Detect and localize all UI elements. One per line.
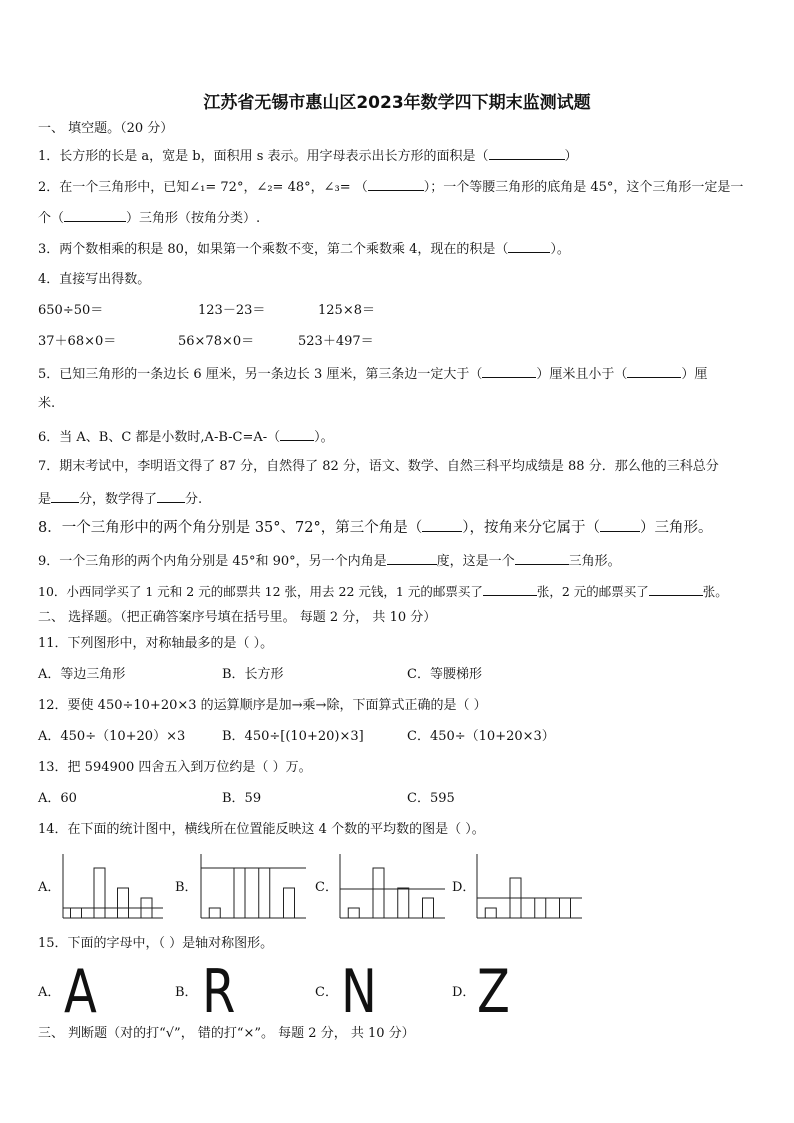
q10-text: 10．小西同学买了 1 元和 2 元的邮票共 12 张，用去 22 元钱，1 元的邮票买了 [38,584,483,599]
option-c[interactable]: C．等腰梯形 [407,667,482,682]
question-11: 11．下列图形中，对称轴最多的是（ ）。 [38,636,274,651]
q2-text-4: ）三角形（按角分类）. [126,211,261,226]
option-b[interactable]: B．59 [222,791,262,806]
q8-text: 8．一个三角形中的两个角分别是 35°、72°，第三个角是（ [38,520,423,536]
answer-blank[interactable] [64,209,126,222]
question-7-cont [38,490,202,508]
answer-blank[interactable] [483,583,537,596]
q6-text: 6．当 A、B、C 都是小数时,A-B-C=A-（ [38,430,281,445]
answer-blank[interactable] [649,583,703,596]
option-d-label[interactable]: D． [452,880,476,895]
option-b[interactable]: B．长方形 [222,667,284,682]
question-3 [38,240,570,258]
q8-text-3: ）三角形。 [639,520,713,536]
answer-blank[interactable] [157,490,185,503]
q6-close: ）。 [314,430,334,445]
q5-text-3: ）厘 [681,367,708,382]
q5-text-2: ）厘米且小于（ [536,367,628,382]
letter-n: N [341,957,377,1027]
q2-text-3: 个（ [38,211,65,226]
q7-text-2: 分，数学得了 [79,492,158,507]
option-c-label[interactable]: C． [315,985,338,1000]
q3-close: ）。 [550,242,570,257]
chart-bar [423,898,434,918]
q9-text-3: 三角形。 [568,554,621,569]
chart-bar [535,898,546,918]
q8-text-2: ），按角来分它属于（ [462,520,600,536]
chart-bar [209,908,220,918]
option-b-label[interactable]: B． [175,985,198,1000]
question-7: 7．期末考试中，李明语文得了 87 分，自然得了 82 分，语文、数学、自然三科平均成绩是 88 分．那么他的三科总分 [38,459,719,474]
option-a-label[interactable]: A． [38,880,61,895]
question-6 [38,428,334,446]
chart-bar [284,888,295,918]
answer-blank[interactable] [422,519,462,532]
chart-bar [373,868,384,918]
letter-r: R [202,957,236,1027]
question-4-title: 4．直接写出得数。 [38,272,151,287]
q10-text-3: 张。 [702,584,728,599]
option-b[interactable]: B．450÷[(10+20)×3] [222,729,364,744]
bar-chart-d [474,852,584,920]
question-2 [38,178,743,196]
option-c-label[interactable]: C． [315,880,338,895]
q5-text: 5．已知三角形的一条边长 6 厘米，另一条边长 3 厘米，第三条边一定大于（ [38,367,483,382]
chart-bar [259,868,270,918]
option-d-label[interactable]: D． [452,985,476,1000]
q10-text-2: 张，2 元的邮票买了 [536,584,649,599]
calc-item: 37＋68×0＝ [38,334,117,349]
calc-item: 523＋497＝ [298,334,374,349]
option-c[interactable]: C．450÷（10+20×3） [407,729,555,744]
question-12: 12．要使 450÷10+20×3 的运算顺序是加→乘→除，下面算式正确的是（ ） [38,698,487,713]
question-5 [38,365,707,383]
answer-blank[interactable] [515,552,569,565]
calc-item: 650÷50＝ [38,303,104,318]
option-a[interactable]: A．等边三角形 [38,667,126,682]
bar-chart-b [198,852,308,920]
question-2-cont [38,209,260,227]
option-c[interactable]: C．595 [407,791,455,806]
answer-blank[interactable] [600,519,640,532]
option-b-label[interactable]: B． [175,880,198,895]
section-1-heading: 一、 填空题。（20 分） [38,121,174,136]
answer-blank[interactable] [508,240,550,253]
page-title: 江苏省无锡市惠山区2023年数学四下期末监测试题 [203,93,591,113]
question-14: 14．在下面的统计图中，横线所在位置能反映这 4 个数的平均数的图是（ ）。 [38,822,485,837]
section-2-heading: 二、 选择题。（把正确答案序号填在括号里。 每题 2 分， 共 10 分） [38,610,437,625]
q3-text: 3．两个数相乘的积是 80，如果第一个乘数不变，第二个乘数乘 4，现在的积是（ [38,242,509,257]
answer-blank[interactable] [51,490,79,503]
calc-item: 125×8＝ [318,303,375,318]
q9-text-2: 度，这是一个 [436,554,515,569]
section-3-heading: 三、 判断题（对的打“√”， 错的打“×”。 每题 2 分， 共 10 分） [38,1026,415,1041]
question-8 [38,519,712,536]
chart-bar [398,888,409,918]
question-15: 15．下面的字母中，（ ）是轴对称图形。 [38,936,274,951]
answer-blank[interactable] [489,147,565,160]
option-a[interactable]: A．60 [38,791,77,806]
chart-bar [348,908,359,918]
answer-blank[interactable] [627,365,681,378]
chart-bar [71,908,82,918]
letter-a: A [64,957,97,1027]
answer-blank[interactable] [482,365,536,378]
chart-bar [485,908,496,918]
q7-text-3: 分. [185,492,203,507]
q2-text: 2．在一个三角形中，已知∠₁= 72°，∠₂= 48°，∠₃= （ [38,180,368,195]
question-10 [38,583,728,600]
question-9 [38,552,621,570]
chart-bar [234,868,245,918]
q1-close: ） [564,149,578,164]
chart-bar [560,898,571,918]
answer-blank[interactable] [280,428,314,441]
letter-z: Z [477,957,510,1027]
option-a-label[interactable]: A． [38,985,61,1000]
question-1 [38,147,578,165]
answer-blank[interactable] [387,552,437,565]
question-13: 13．把 594900 四舍五入到万位约是（ ）万。 [38,760,312,775]
calc-item: 123－23＝ [198,303,266,318]
option-a[interactable]: A．450÷（10+20）×3 [38,729,186,744]
chart-bar [94,868,105,918]
answer-blank[interactable] [368,178,424,191]
question-5-cont: 米. [38,396,56,411]
q7-text: 是 [38,492,52,507]
chart-bar [118,888,129,918]
bar-chart-a [60,852,165,920]
bar-chart-c [337,852,447,920]
q2-text-2: ）；一个等腰三角形的底角是 45°，这个三角形一定是一 [423,180,744,195]
q1-text: 1．长方形的长是 a，宽是 b，面积用 s 表示。用字母表示出长方形的面积是（ [38,149,489,164]
q9-text: 9．一个三角形的两个内角分别是 45°和 90°，另一个内角是 [38,554,387,569]
calc-item: 56×78×0＝ [178,334,255,349]
